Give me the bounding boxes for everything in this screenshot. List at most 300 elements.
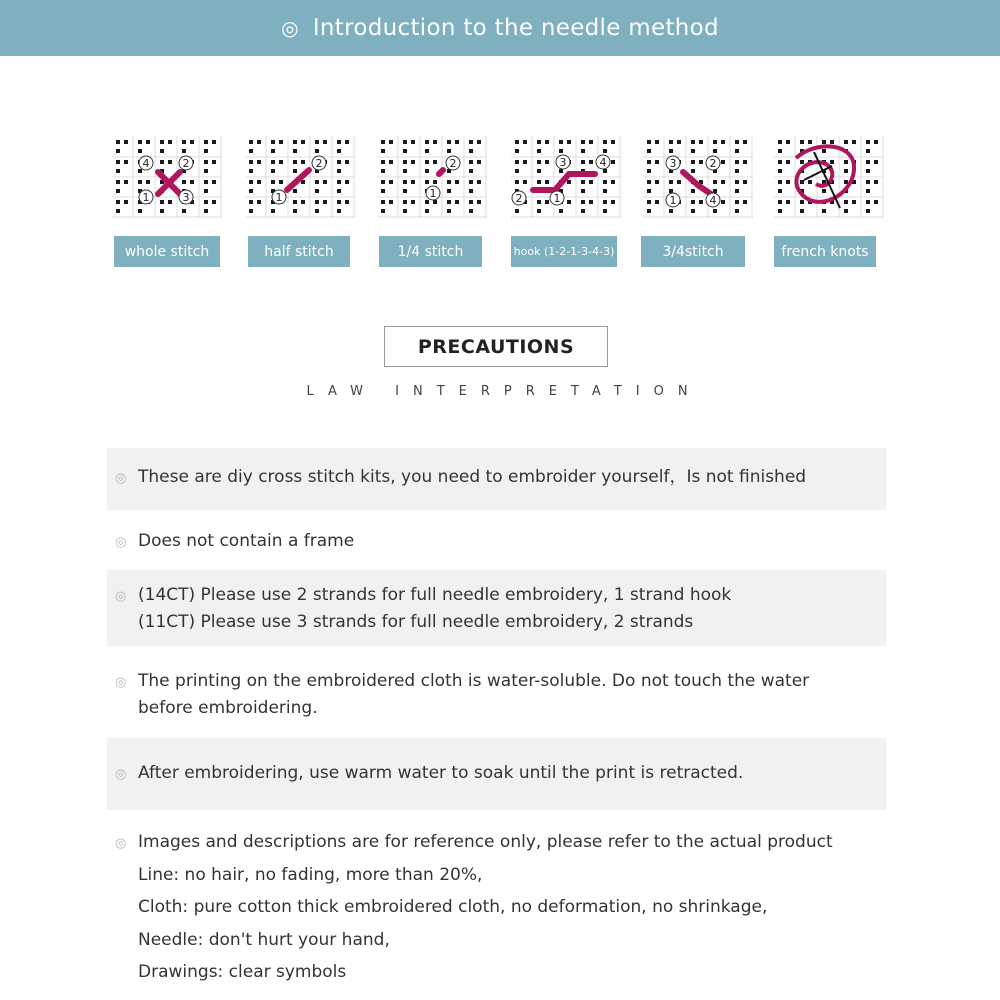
note-line: These are diy cross stitch kits, you need to embroider yourself，Is not finished (138, 467, 807, 487)
fabric-hole (425, 160, 429, 164)
fabric-hole (581, 209, 585, 213)
fabric-hole (204, 189, 208, 193)
fabric-hole (315, 209, 319, 213)
circle-bullet-icon: ◎ (115, 471, 127, 486)
fabric-hole (301, 140, 305, 144)
fabric-hole (874, 180, 878, 184)
note-line: (14CT) Please use 2 strands for full needle embroidery, 1 strand hook (138, 585, 732, 605)
fabric-hole (713, 149, 717, 153)
fabric-hole (677, 140, 681, 144)
stitch-label-quarter: 1/4 stitch (379, 236, 482, 267)
note-item (107, 656, 886, 726)
fabric-hole (808, 180, 812, 184)
fabric-hole (691, 149, 695, 153)
fabric-hole (293, 149, 297, 153)
fabric-hole (691, 140, 695, 144)
fabric-hole (271, 180, 275, 184)
fabric-hole (874, 200, 878, 204)
stitch-number-marker (550, 191, 564, 205)
fabric-hole (433, 160, 437, 164)
fabric-hole (874, 160, 878, 164)
stitch-number-marker (706, 156, 720, 170)
stitch-number-marker (272, 190, 286, 204)
fabric-hole (713, 140, 717, 144)
fabric-hole (477, 180, 481, 184)
fabric-hole (822, 149, 826, 153)
fabric-hole (537, 149, 541, 153)
fabric-hole (515, 149, 519, 153)
note-item (107, 738, 886, 810)
fabric-hole (182, 209, 186, 213)
fabric-hole (611, 140, 615, 144)
fabric-hole (721, 180, 725, 184)
stitch-number-marker (556, 155, 570, 169)
fabric-hole (204, 169, 208, 173)
stitch-whole (104, 130, 229, 275)
fabric-hole (279, 160, 283, 164)
fabric-hole (581, 180, 585, 184)
fabric-hole (160, 160, 164, 164)
fabric-hole (425, 200, 429, 204)
fabric-hole (403, 140, 407, 144)
note-line: Drawings: clear symbols (138, 962, 347, 982)
fabric-hole (647, 189, 651, 193)
fabric-hole (713, 189, 717, 193)
note-line: After embroidering, use warm water to soak until the print is retracted. (138, 763, 744, 783)
fabric-hole (589, 200, 593, 204)
fabric-hole (713, 209, 717, 213)
fabric-hole (603, 189, 607, 193)
fabric-hole (425, 209, 429, 213)
fabric-hole (611, 180, 615, 184)
fabric-hole (301, 200, 305, 204)
fabric-hole (581, 200, 585, 204)
fabric-hole (116, 169, 120, 173)
fabric-hole (735, 189, 739, 193)
fabric-hole (655, 200, 659, 204)
fabric-hole (545, 180, 549, 184)
fabric-hole (337, 169, 341, 173)
fabric-hole (735, 200, 739, 204)
fabric-hole (138, 140, 142, 144)
fabric-hole (425, 180, 429, 184)
fabric-hole (447, 209, 451, 213)
fabric-hole (735, 140, 739, 144)
fabric-hole (345, 200, 349, 204)
fabric-hole (523, 140, 527, 144)
fabric-hole (778, 140, 782, 144)
fabric-hole (323, 180, 327, 184)
circle-bullet-icon: ◎ (115, 535, 127, 550)
fabric-hole (515, 180, 519, 184)
fabric-hole (315, 180, 319, 184)
fabric-hole (146, 180, 150, 184)
fabric-hole (603, 180, 607, 184)
note-line: (11CT) Please use 3 strands for full needle embroidery, 2 strands (138, 612, 694, 632)
fabric-hole (124, 200, 128, 204)
fabric-hole (515, 160, 519, 164)
fabric-hole (603, 149, 607, 153)
fabric-hole (567, 180, 571, 184)
svg-text:3: 3 (182, 191, 190, 204)
fabric-hole (249, 140, 253, 144)
fabric-hole (116, 160, 120, 164)
fabric-hole (315, 189, 319, 193)
precautions-subtitle: LAW INTERPRETATION (306, 384, 702, 399)
fabric-hole (778, 209, 782, 213)
fabric-hole (116, 209, 120, 213)
fabric-hole (469, 209, 473, 213)
circle-bullet-icon: ◎ (115, 675, 127, 690)
fabric-hole (691, 169, 695, 173)
fabric-hole (249, 189, 253, 193)
fabric-hole (116, 200, 120, 204)
fabric-hole (669, 189, 673, 193)
fabric-hole (146, 140, 150, 144)
stitch-three-quarter (635, 130, 760, 275)
fabric-hole (743, 160, 747, 164)
fabric-hole (381, 200, 385, 204)
fabric-hole (469, 149, 473, 153)
fabric-hole (866, 140, 870, 144)
header-bullet-icon: ◎ (281, 16, 299, 40)
fabric-hole (523, 160, 527, 164)
fabric-hole (589, 160, 593, 164)
fabric-hole (778, 180, 782, 184)
fabric-hole (124, 160, 128, 164)
fabric-hole (337, 140, 341, 144)
fabric-hole (403, 189, 407, 193)
fabric-hole (559, 169, 563, 173)
fabric-hole (537, 180, 541, 184)
fabric-hole (204, 200, 208, 204)
stitch-number-marker (666, 156, 680, 170)
fabric-hole (844, 140, 848, 144)
stitch-french-knots (766, 130, 891, 275)
fabric-hole (381, 169, 385, 173)
fabric-hole (786, 200, 790, 204)
circle-bullet-icon: ◎ (115, 767, 127, 782)
fabric-hole (515, 140, 519, 144)
fabric-hole (249, 200, 253, 204)
note-line: before embroidering. (138, 698, 318, 718)
fabric-hole (411, 160, 415, 164)
fabric-hole (389, 160, 393, 164)
stitch-number-marker (179, 156, 193, 170)
fabric-hole (844, 169, 848, 173)
fabric-hole (190, 180, 194, 184)
fabric-hole (116, 149, 120, 153)
fabric-hole (581, 140, 585, 144)
fabric-hole (669, 209, 673, 213)
quarter-stitch-diagram-icon (369, 130, 494, 230)
fabric-hole (822, 140, 826, 144)
stitch-half (237, 130, 362, 275)
fabric-hole (469, 160, 473, 164)
fabric-hole (830, 140, 834, 144)
three-quarter-stitch-diagram-icon (635, 130, 760, 230)
fabric-hole (778, 200, 782, 204)
fabric-hole (279, 180, 283, 184)
fabric-hole (778, 149, 782, 153)
fabric-hole (844, 200, 848, 204)
fabric-hole (469, 169, 473, 173)
svg-text:1: 1 (142, 191, 150, 204)
fabric-hole (647, 209, 651, 213)
stitch-label-hook: hook (1-2-1-3-4-3) (511, 236, 617, 267)
fabric-hole (447, 149, 451, 153)
fabric-hole (647, 180, 651, 184)
fabric-hole (381, 140, 385, 144)
stitch-label-half: half stitch (248, 236, 350, 267)
fabric-hole (469, 200, 473, 204)
stitch-number-marker (426, 186, 440, 200)
fabric-hole (866, 169, 870, 173)
note-line: The printing on the embroidered cloth is water-soluble. Do not touch the water (138, 671, 810, 691)
fabric-hole (800, 140, 804, 144)
fabric-hole (345, 180, 349, 184)
stitch-label-french-knots: french knots (774, 236, 876, 267)
fabric-hole (721, 160, 725, 164)
precautions-title: PRECAUTIONS (384, 326, 608, 367)
note-line: Line: no hair, no fading, more than 20%, (138, 864, 483, 885)
stitch-label-three-quarter: 3/4stitch (641, 236, 745, 267)
stitch-number-marker (139, 190, 153, 204)
fabric-hole (293, 169, 297, 173)
fabric-hole (389, 180, 393, 184)
fabric-hole (669, 140, 673, 144)
fabric-hole (655, 160, 659, 164)
fabric-hole (537, 160, 541, 164)
fabric-hole (469, 180, 473, 184)
fabric-hole (537, 169, 541, 173)
fabric-hole (515, 169, 519, 173)
fabric-hole (647, 149, 651, 153)
svg-text:4: 4 (142, 157, 150, 170)
fabric-hole (866, 200, 870, 204)
fabric-hole (403, 180, 407, 184)
fabric-hole (323, 140, 327, 144)
fabric-hole (691, 160, 695, 164)
fabric-hole (293, 200, 297, 204)
fabric-hole (138, 149, 142, 153)
circle-bullet-icon: ◎ (115, 836, 127, 851)
fabric-hole (257, 180, 261, 184)
fabric-hole (786, 160, 790, 164)
fabric-hole (381, 189, 385, 193)
fabric-hole (691, 189, 695, 193)
whole-stitch-diagram-icon (104, 130, 229, 230)
fabric-hole (271, 209, 275, 213)
fabric-hole (337, 200, 341, 204)
fabric-hole (138, 169, 142, 173)
fabric-hole (403, 149, 407, 153)
fabric-hole (669, 149, 673, 153)
hook-stitch-diagram-icon (503, 130, 628, 230)
fabric-hole (852, 140, 856, 144)
fabric-hole (655, 180, 659, 184)
fabric-hole (301, 160, 305, 164)
fabric-hole (271, 160, 275, 164)
fabric-hole (447, 180, 451, 184)
fabric-hole (735, 180, 739, 184)
fabric-hole (182, 180, 186, 184)
fabric-hole (337, 160, 341, 164)
fabric-hole (778, 160, 782, 164)
svg-text:4: 4 (599, 156, 607, 169)
section-header (0, 0, 1000, 56)
svg-text:3: 3 (669, 157, 677, 170)
fabric-hole (293, 189, 297, 193)
stitch-number-marker (512, 191, 526, 205)
fabric-hole (257, 160, 261, 164)
fabric-hole (381, 160, 385, 164)
fabric-hole (249, 169, 253, 173)
stitch-quarter (369, 130, 494, 275)
fabric-hole (581, 160, 585, 164)
fabric-hole (844, 160, 848, 164)
fabric-hole (433, 200, 437, 204)
fabric-hole (581, 189, 585, 193)
fabric-hole (381, 180, 385, 184)
fabric-hole (786, 180, 790, 184)
fabric-hole (190, 140, 194, 144)
fabric-hole (212, 180, 216, 184)
fabric-hole (293, 160, 297, 164)
fabric-hole (204, 149, 208, 153)
fabric-hole (778, 189, 782, 193)
fabric-hole (581, 149, 585, 153)
fabric-hole (844, 209, 848, 213)
fabric-hole (786, 140, 790, 144)
fabric-hole (589, 140, 593, 144)
note-line: Does not contain a frame (138, 531, 355, 551)
fabric-hole (537, 200, 541, 204)
fabric-hole (691, 209, 695, 213)
fabric-hole (249, 160, 253, 164)
fabric-hole (323, 200, 327, 204)
fabric-hole (293, 140, 297, 144)
fabric-hole (567, 200, 571, 204)
fabric-hole (249, 209, 253, 213)
fabric-hole (655, 140, 659, 144)
fabric-hole (603, 140, 607, 144)
fabric-hole (447, 189, 451, 193)
fabric-hole (433, 180, 437, 184)
fabric-hole (204, 209, 208, 213)
fabric-hole (537, 209, 541, 213)
fabric-hole (866, 209, 870, 213)
french-knot-diagram-icon (766, 130, 891, 230)
fabric-hole (411, 140, 415, 144)
fabric-hole (315, 149, 319, 153)
fabric-hole (212, 200, 216, 204)
fabric-hole (603, 209, 607, 213)
fabric-hole (337, 209, 341, 213)
fabric-hole (537, 140, 541, 144)
fabric-hole (874, 140, 878, 144)
fabric-hole (808, 140, 812, 144)
fabric-hole (433, 140, 437, 144)
fabric-hole (168, 140, 172, 144)
fabric-hole (699, 140, 703, 144)
fabric-hole (647, 140, 651, 144)
fabric-hole (160, 140, 164, 144)
fabric-hole (160, 200, 164, 204)
stitch-hook (503, 130, 628, 275)
fabric-hole (403, 169, 407, 173)
fabric-hole (249, 149, 253, 153)
fabric-hole (477, 160, 481, 164)
fabric-hole (545, 200, 549, 204)
fabric-hole (545, 160, 549, 164)
fabric-hole (669, 180, 673, 184)
fabric-hole (425, 169, 429, 173)
fabric-hole (743, 180, 747, 184)
fabric-hole (212, 140, 216, 144)
fabric-hole (293, 209, 297, 213)
fabric-hole (477, 140, 481, 144)
fabric-hole (455, 180, 459, 184)
fabric-hole (271, 149, 275, 153)
fabric-hole (852, 200, 856, 204)
fabric-hole (866, 149, 870, 153)
fabric-hole (647, 200, 651, 204)
fabric-hole (337, 180, 341, 184)
svg-text:1: 1 (275, 191, 283, 204)
fabric-hole (116, 180, 120, 184)
fabric-hole (403, 200, 407, 204)
stitch-number-marker (596, 155, 610, 169)
stitch-label-whole: whole stitch (114, 236, 220, 267)
svg-text:4: 4 (709, 194, 717, 207)
fabric-hole (735, 149, 739, 153)
fabric-hole (469, 140, 473, 144)
note-item (107, 570, 886, 646)
fabric-hole (425, 149, 429, 153)
fabric-hole (138, 180, 142, 184)
fabric-hole (559, 209, 563, 213)
fabric-hole (124, 140, 128, 144)
header-title: Introduction to the needle method (312, 15, 719, 41)
svg-text:1: 1 (669, 194, 677, 207)
fabric-hole (469, 189, 473, 193)
fabric-hole (271, 169, 275, 173)
fabric-hole (589, 180, 593, 184)
fabric-hole (603, 200, 607, 204)
fabric-hole (182, 140, 186, 144)
fabric-hole (411, 180, 415, 184)
fabric-hole (559, 149, 563, 153)
fabric-hole (315, 140, 319, 144)
fabric-hole (545, 140, 549, 144)
fabric-hole (699, 160, 703, 164)
svg-text:2: 2 (182, 157, 190, 170)
fabric-hole (822, 209, 826, 213)
fabric-hole (389, 200, 393, 204)
fabric-hole (345, 140, 349, 144)
fabric-hole (567, 140, 571, 144)
fabric-hole (447, 200, 451, 204)
fabric-hole (257, 200, 261, 204)
fabric-hole (425, 140, 429, 144)
fabric-hole (477, 200, 481, 204)
stitch-number-marker (179, 190, 193, 204)
stitch-number-marker (706, 193, 720, 207)
note-line: Needle: don't hurt your hand, (138, 929, 390, 950)
svg-text:2: 2 (315, 157, 323, 170)
fabric-hole (411, 200, 415, 204)
